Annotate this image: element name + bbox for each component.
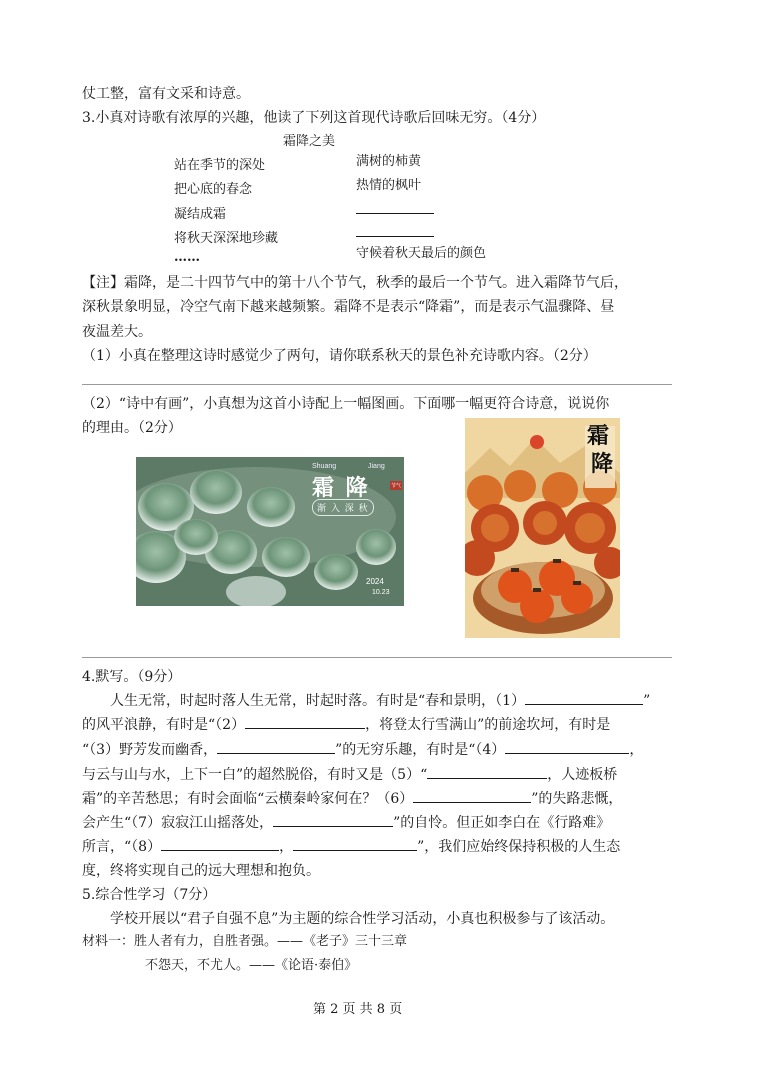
poem-blank-line-2[interactable] bbox=[356, 236, 434, 237]
image1-title: 霜 降 bbox=[312, 475, 370, 501]
question-3-heading: 3.小真对诗歌有浓厚的兴趣，他读了下列这首现代诗歌后回味无穷。（4分） bbox=[82, 110, 546, 126]
dictation-text: 的风平浪静，有时是“（2） bbox=[82, 717, 246, 733]
blank-8b[interactable] bbox=[293, 835, 417, 851]
dictation-text: 与云与山与水，上下一白”的超然脱俗，有时又是（5）“ bbox=[82, 767, 428, 783]
poem-left-line-4: 将秋天深深地珍藏 bbox=[174, 231, 279, 246]
poem-left-ellipsis: …… bbox=[174, 250, 200, 265]
blank-3[interactable] bbox=[217, 738, 335, 754]
image1-subtitle: 渐 入 深 秋 bbox=[312, 499, 374, 516]
dictation-line-2 bbox=[82, 713, 610, 737]
dictation-text: 人生无常，时起时落人生无常，时起时落。有时是“春和景明，（1） bbox=[110, 693, 526, 709]
dictation-text: 霜”的辛苦愁思；有时会面临“云横秦岭家何在？（6） bbox=[82, 791, 414, 807]
sub-question-2-line-2: 的理由。（2分） bbox=[82, 420, 182, 436]
dictation-text: ”的失路悲慨， bbox=[531, 791, 623, 807]
dictation-text: ”的自怜。但正如李白在《行路难》 bbox=[393, 815, 611, 831]
dictation-text: ，将登太行雪满山”的前途坎坷，有时是 bbox=[365, 717, 611, 733]
frost-leaves-image[interactable] bbox=[136, 457, 404, 606]
page-footer: 第 2 页 共 8 页 bbox=[313, 1002, 403, 1017]
poem-note-line-1: 【注】霜降，是二十四节气中的第十八个节气，秋季的最后一个节气。进入霜降节气后， bbox=[82, 275, 628, 291]
dictation-line-5 bbox=[82, 787, 622, 811]
dictation-text: ”，我们应始终保持积极的人生态 bbox=[417, 839, 621, 855]
poem-title: 霜降之美 bbox=[283, 134, 336, 149]
dictation-line-6 bbox=[82, 811, 610, 835]
poem-right-line-2: 热情的枫叶 bbox=[356, 178, 422, 193]
question-5-heading: 5.综合性学习（7分） bbox=[82, 887, 217, 903]
dictation-text: ” bbox=[643, 693, 651, 709]
persimmon-chrysanthemum-image[interactable] bbox=[465, 418, 620, 638]
question-4-heading: 4.默写。（9分） bbox=[82, 669, 182, 685]
dictation-line-7 bbox=[82, 835, 620, 859]
dictation-text: ，人迹板桥 bbox=[547, 767, 618, 783]
poem-left-line-3: 凝结成霜 bbox=[174, 207, 227, 222]
poem-note-line-2: 深秋景象明显，冷空气南下越来越频繁。霜降不是表示“降霜”，而是表示气温骤降、昼 bbox=[82, 299, 615, 315]
blank-2[interactable] bbox=[245, 713, 365, 729]
blank-4[interactable] bbox=[505, 738, 629, 754]
blank-7[interactable] bbox=[273, 811, 393, 827]
sub-question-1: （1）小真在整理这诗时感觉少了两句，请你联系秋天的景色补充诗歌内容。（2分） bbox=[82, 348, 597, 364]
poem-note-line-3: 夜温差大。 bbox=[82, 324, 152, 340]
pinyin-label-2: Jiang bbox=[368, 463, 385, 470]
image2-title-char-1: 霜 bbox=[587, 423, 610, 449]
dictation-line-4 bbox=[82, 763, 617, 787]
poem-blank-line-1[interactable] bbox=[356, 213, 434, 214]
dictation-line-1 bbox=[110, 689, 650, 713]
blank-1[interactable] bbox=[525, 689, 643, 705]
answer-line-1[interactable] bbox=[82, 384, 672, 385]
material-1-line-2: 不怨天，不尤人。——《论语·泰伯》 bbox=[145, 958, 358, 973]
question-5-intro: 学校开展以“君子自强不息”为主题的综合性学习活动，小真也积极参与了该活动。 bbox=[110, 911, 615, 927]
answer-line-2[interactable] bbox=[82, 657, 672, 658]
blank-6[interactable] bbox=[413, 787, 531, 803]
poem-right-line-1: 满树的柿黄 bbox=[356, 154, 422, 169]
dictation-text: ， bbox=[629, 742, 644, 758]
poem-left-line-1: 站在季节的深处 bbox=[174, 158, 266, 173]
blank-8a[interactable] bbox=[161, 835, 279, 851]
text-line-continuation: 仗工整，富有文采和诗意。 bbox=[82, 86, 250, 102]
dictation-text: 会产生“（7）寂寂江山摇落处， bbox=[82, 815, 274, 831]
dictation-line-8: 度，终将实现自己的远大理想和抱负。 bbox=[82, 863, 320, 879]
image1-year: 2024 bbox=[366, 577, 384, 586]
dictation-text: 所言，“（8） bbox=[82, 839, 162, 855]
image1-date: 10.23 bbox=[372, 589, 390, 596]
dictation-text: “（3）野芳发而幽香， bbox=[82, 742, 218, 758]
sub-question-2-line-1: （2）“诗中有画”，小真想为这首小诗配上一幅图画。下面哪一幅更符合诗意，说说你 bbox=[82, 396, 610, 412]
pinyin-label-1: Shuang bbox=[312, 463, 337, 470]
dictation-line-3 bbox=[82, 738, 643, 762]
dictation-text: ， bbox=[279, 839, 294, 855]
material-1-line-1: 材料一：胜人者有力，自胜者强。——《老子》三十三章 bbox=[82, 934, 408, 949]
poem-left-line-2: 把心底的春念 bbox=[174, 182, 253, 197]
seal-stamp: 节气 bbox=[391, 483, 402, 489]
blank-5[interactable] bbox=[427, 763, 547, 779]
poem-right-line-3: 守候着秋天最后的颜色 bbox=[356, 246, 487, 261]
image2-title-char-2: 降 bbox=[591, 451, 614, 477]
dictation-text: ”的无穷乐趣，有时是“（4） bbox=[335, 742, 506, 758]
